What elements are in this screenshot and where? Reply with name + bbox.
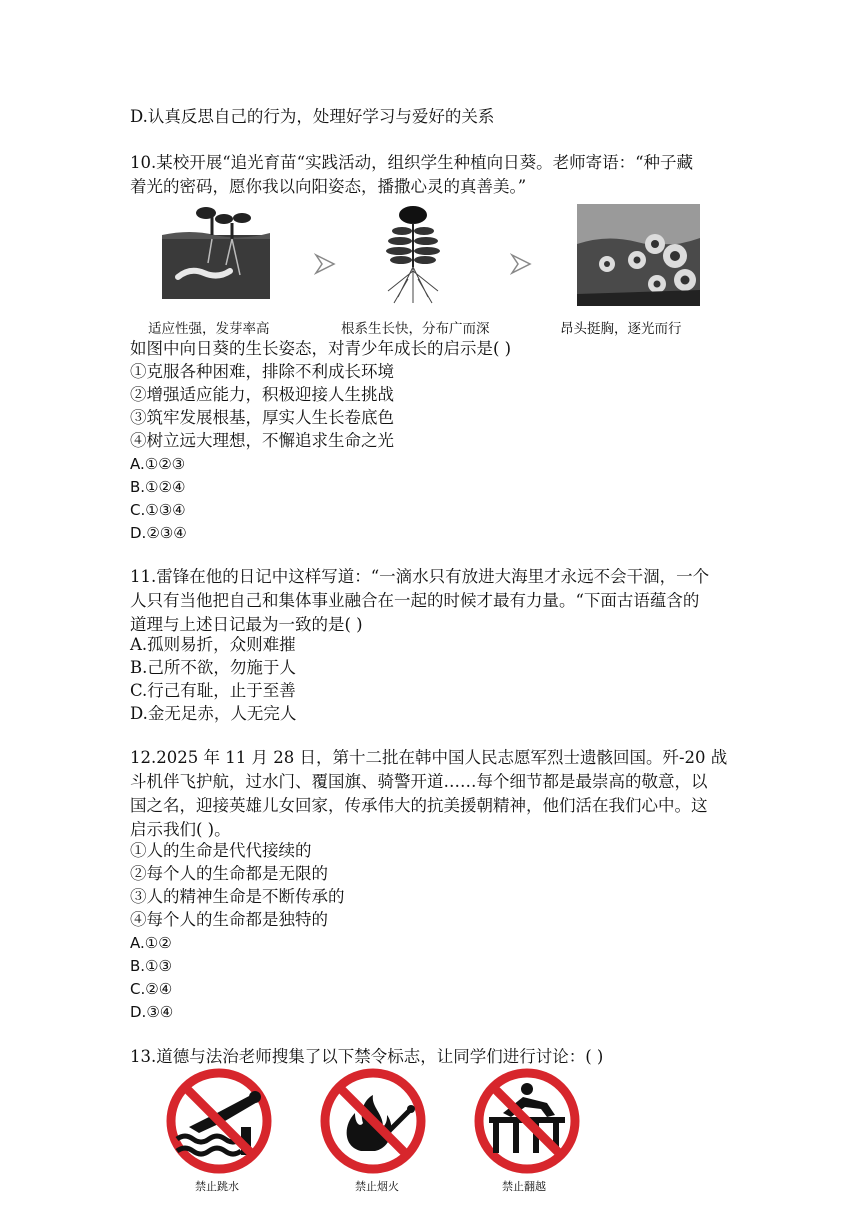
q12-statement: ④每个人的生命都是独特的 <box>130 910 328 929</box>
arrow-icon <box>314 253 338 275</box>
rooted-plant-illustration <box>378 205 448 305</box>
q10-statement: ④树立远大理想，不懈追求生命之光 <box>130 431 394 450</box>
q11-option-c: C.行己有耻，止于至善 <box>130 681 296 700</box>
figure-caption: 昂头挺胸，逐光而行 <box>560 321 682 337</box>
q12-statement: ②每个人的生命都是无限的 <box>130 864 328 883</box>
q12-option-d: D.③④ <box>130 1003 174 1021</box>
q11-option-b: B.己所不欲，勿施于人 <box>130 658 296 677</box>
figure-caption: 根系生长快，分布广而深 <box>341 321 490 337</box>
q10-option-a: A.①②③ <box>130 455 186 473</box>
q13-stem: 13.道德与法治老师搜集了以下禁令标志，让同学们进行讨论：( ) <box>130 1047 604 1066</box>
q10-option-d: D.②③④ <box>130 524 187 542</box>
no-diving-sign-icon <box>155 1067 283 1175</box>
q11-option-d: D.金无足赤，人无完人 <box>130 704 297 723</box>
q12-stem-line: 12.2025 年 11 月 28 日，第十二批在韩中国人民志愿军烈士遗骸回国。歼-20 战 <box>130 748 728 767</box>
q10-statement: ①克服各种困难，排除不利成长环境 <box>130 362 394 381</box>
q10-stem-line-1: 10.某校开展“追光育苗“实践活动，组织学生种植向日葵。老师寄语：“种子藏 <box>130 153 694 172</box>
q12-statement: ③人的精神生命是不断传承的 <box>130 887 345 906</box>
q9-option-d: D.认真反思自己的行为，处理好学习与爱好的关系 <box>130 107 495 126</box>
q12-statement: ①人的生命是代代接续的 <box>130 841 312 860</box>
sign-label: 禁止跳水 <box>195 1180 239 1193</box>
q11-stem-line: 道理与上述日记最为一致的是( ) <box>130 615 363 634</box>
sign-label: 禁止翻越 <box>502 1180 546 1193</box>
q12-option-c: C.②④ <box>130 980 173 998</box>
q10-statement: ③筑牢发展根基，厚实人生长卷底色 <box>130 408 394 427</box>
arrow-icon <box>510 253 534 275</box>
q12-stem-line: 斗机伴飞护航，过水门、覆国旗、骑警开道……每个细节都是最崇高的敬意，以 <box>130 772 708 791</box>
no-climbing-sign-icon <box>463 1067 591 1175</box>
seedling-illustration <box>160 205 272 301</box>
q12-option-a: A.①② <box>130 934 172 952</box>
q12-stem-line: 启示我们( )。 <box>130 820 231 839</box>
sunflower-field-photo <box>577 204 700 306</box>
q11-stem-line: 11.雷锋在他的日记中这样写道：“一滴水只有放进大海里才永远不会干涸，一个 <box>130 567 710 586</box>
no-fire-sign-icon <box>309 1067 437 1175</box>
sign-label: 禁止烟火 <box>355 1180 399 1193</box>
q11-option-a: A.孤则易折，众则难摧 <box>130 635 296 654</box>
q12-stem-line: 国之名，迎接英雄儿女回家，传承伟大的抗美援朝精神，他们活在我们心中。这 <box>130 796 708 815</box>
figure-caption: 适应性强，发芽率高 <box>148 321 270 337</box>
q10-option-b: B.①②④ <box>130 478 186 496</box>
q11-stem-line: 人只有当他把自己和集体事业融合在一起的时候才最有力量。“下面古语蕴含的 <box>130 591 700 610</box>
q10-question: 如图中向日葵的生长姿态，对青少年成长的启示是( ) <box>130 339 512 358</box>
q10-stem-line-2: 着光的密码，愿你我以向阳姿态，播撒心灵的真善美。” <box>130 177 527 196</box>
q12-option-b: B.①③ <box>130 957 172 975</box>
q10-statement: ②增强适应能力，积极迎接人生挑战 <box>130 385 394 404</box>
q10-option-c: C.①③④ <box>130 501 186 519</box>
